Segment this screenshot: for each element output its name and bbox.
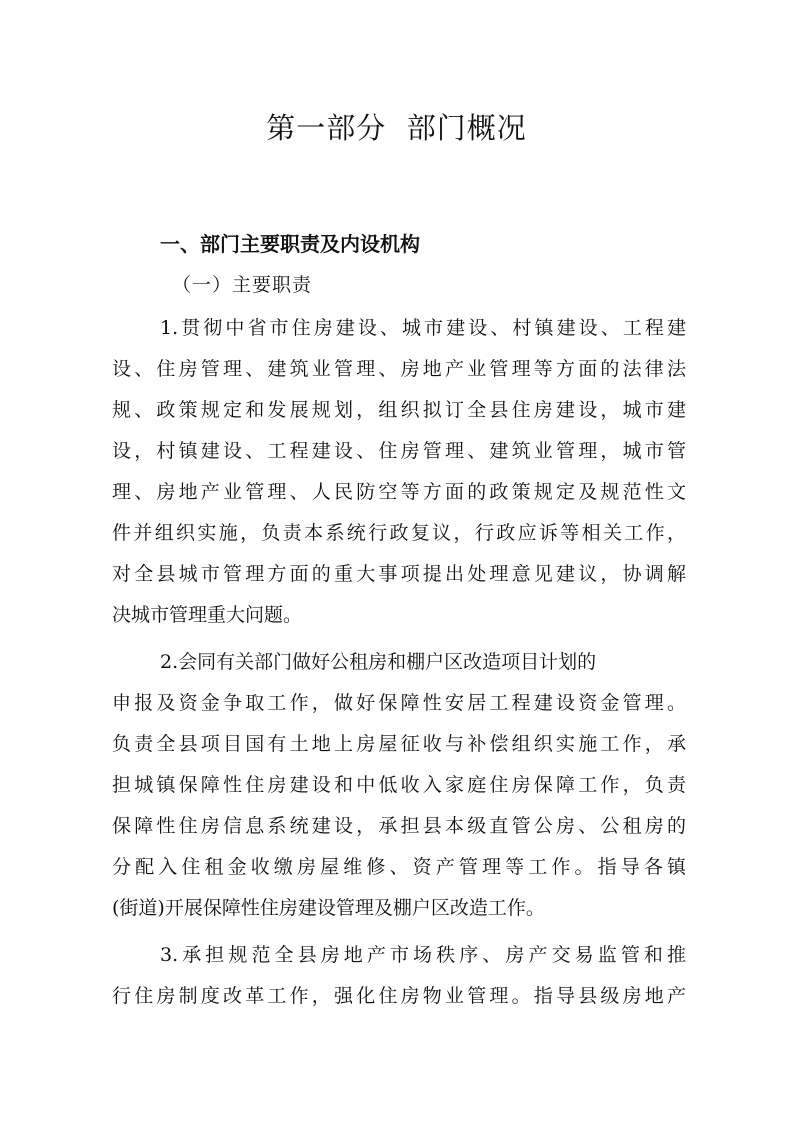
paragraph-line: 担城镇保障性住房建设和中低收入家庭住房保障工作，负责 (112, 774, 686, 796)
paragraph-line: 件并组织实施，负责本系统行政复议，行政应诉等相关工作， (112, 522, 686, 544)
paragraph-line: (街道)开展保障性住房建设管理及棚户区改造工作。 (112, 897, 545, 919)
paragraph-line: 1.贯彻中省市住房建设、城市建设、村镇建设、工程建 (160, 317, 686, 339)
paragraph-line: 3.承担规范全县房地产市场秩序、房产交易监管和推 (160, 944, 686, 966)
paragraph-line: 保障性住房信息系统建设，承担县本级直管公房、公租房的 (112, 815, 686, 837)
section-heading: 一、部门主要职责及内设机构 (160, 232, 420, 256)
paragraph-line: 设，村镇建设、工程建设、住房管理、建筑业管理，城市管 (112, 440, 686, 462)
paragraph-line: 设、住房管理、建筑业管理、房地产业管理等方面的法律法 (112, 358, 686, 380)
page-title: 第一部分 部门概况 (266, 111, 527, 145)
paragraph-line: 对全县城市管理方面的重大事项提出处理意见建议，协调解 (112, 563, 686, 585)
subsection-heading: （一）主要职责 (172, 274, 313, 296)
paragraph-line: 行住房制度改革工作，强化住房物业管理。指导县级房地产 (112, 985, 686, 1007)
paragraph-line: 分配入住租金收缴房屋维修、资产管理等工作。指导各镇 (112, 856, 686, 878)
paragraph-line: 申报及资金争取工作，做好保障性安居工程建设资金管理。 (112, 692, 686, 714)
paragraph-line: 负责全县项目国有土地上房屋征收与补偿组织实施工作，承 (112, 733, 686, 755)
paragraph-line: 2.会同有关部门做好公租房和棚户区改造项目计划的 (160, 651, 597, 673)
paragraph-line: 规、政策规定和发展规划，组织拟订全县住房建设，城市建 (112, 399, 686, 421)
paragraph-line: 决城市管理重大问题。 (112, 604, 303, 626)
paragraph-line: 理、房地产业管理、人民防空等方面的政策规定及规范性文 (112, 481, 686, 503)
